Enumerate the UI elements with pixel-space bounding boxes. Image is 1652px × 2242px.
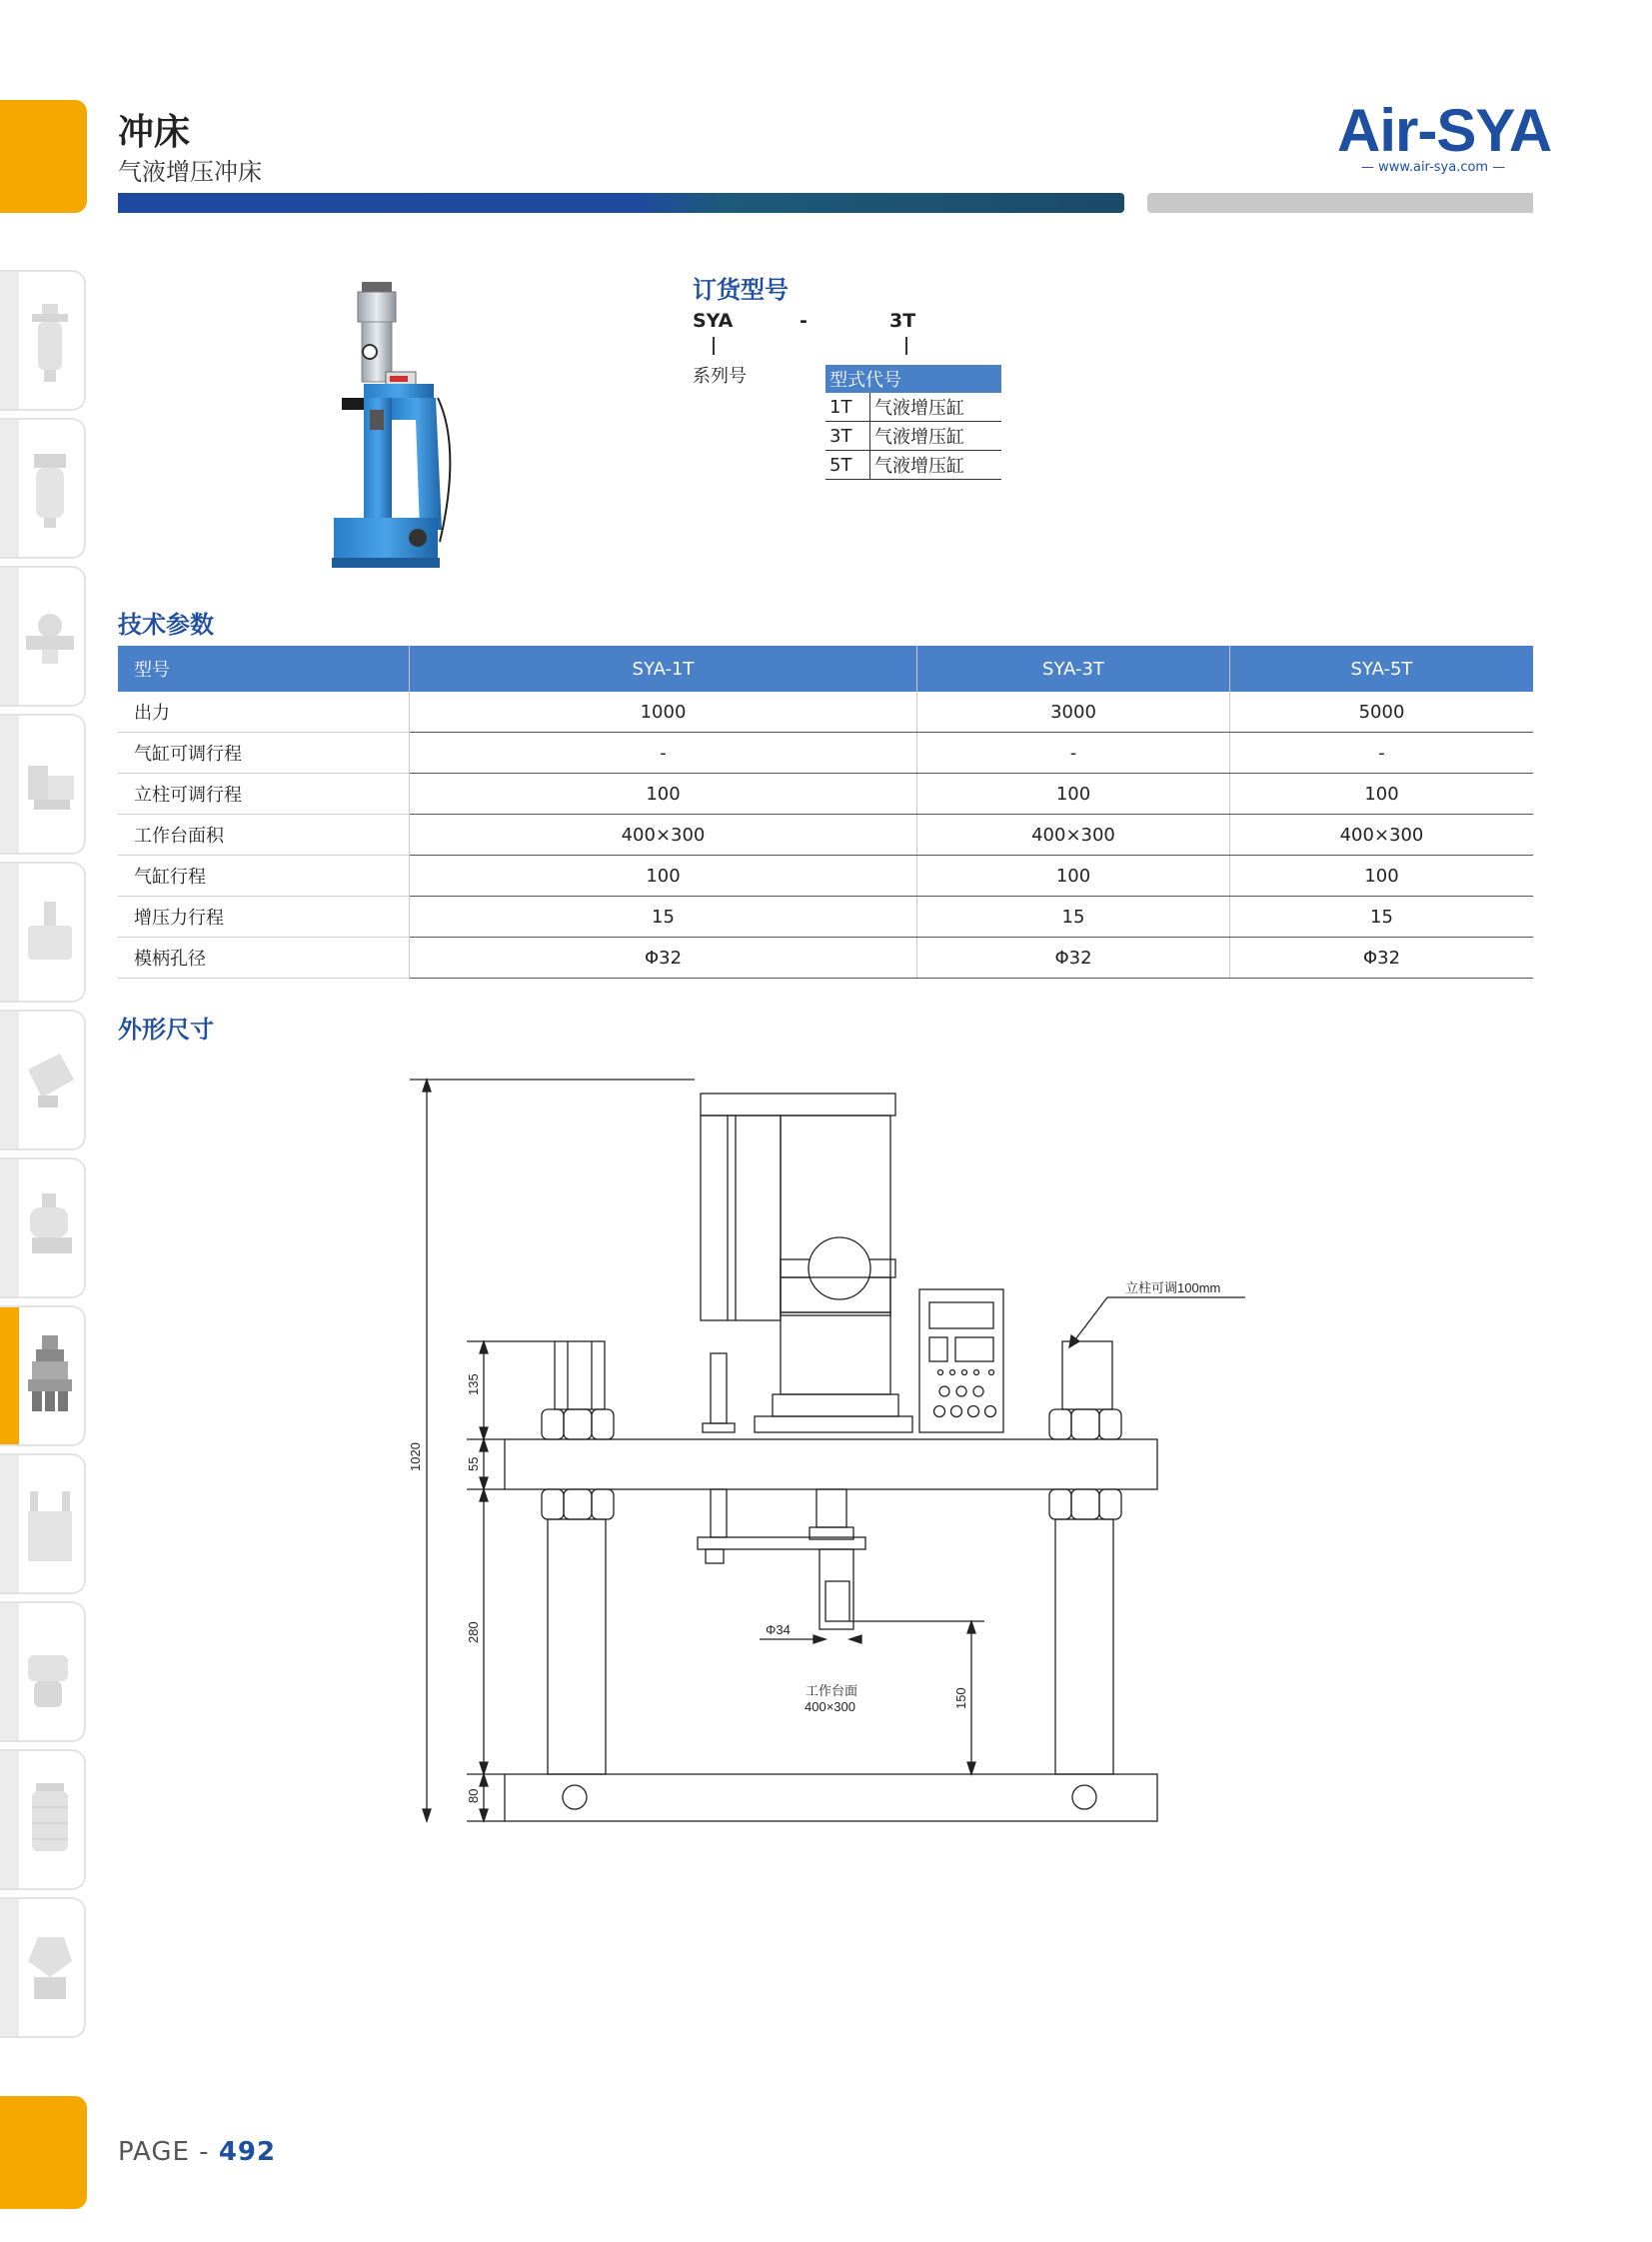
spec-row [118, 897, 1533, 938]
dim-1020: 1020 [408, 1442, 423, 1471]
fitting-icon [24, 1631, 76, 1721]
side-tab-bottom [0, 2096, 87, 2209]
spec-row-label: 模柄孔径 [118, 938, 410, 979]
actuator-icon [24, 892, 76, 982]
header-bar-gray [1147, 193, 1533, 213]
spec-cell: - [410, 733, 917, 774]
order-code-table [826, 365, 1001, 480]
order-code-row [826, 393, 1001, 422]
order-code-cell: 气液增压缸 [870, 422, 1002, 451]
side-tab-press[interactable] [0, 1305, 86, 1446]
spec-row-label: 气缸可调行程 [118, 733, 410, 774]
header-bar-blue [118, 193, 1124, 213]
dimension-drawing [400, 1060, 1279, 1839]
spec-cell: - [1230, 733, 1534, 774]
dim-phi-label: Φ34 [766, 1622, 791, 1637]
spec-cell: 100 [1230, 774, 1534, 815]
press-icon [24, 1335, 76, 1425]
adjust-note: 立柱可调100mm [1125, 1280, 1221, 1295]
spec-row-label: 立柱可调行程 [118, 774, 410, 815]
side-tab-filter[interactable] [0, 270, 86, 411]
side-tab-silencer[interactable] [0, 1749, 86, 1890]
order-code-series-label: 系列号 [693, 366, 747, 387]
side-tab-pump[interactable] [0, 1157, 86, 1298]
spec-cell: 400×300 [917, 815, 1230, 856]
solenoid-icon [24, 1040, 76, 1129]
spec-row [118, 856, 1533, 897]
model-connector [905, 337, 907, 355]
spec-row [118, 815, 1533, 856]
side-tab-valve[interactable] [0, 714, 86, 855]
brand-logo: Air-SYA [1337, 97, 1552, 164]
spec-cell: 15 [1230, 897, 1534, 938]
spec-row [118, 774, 1533, 815]
spec-cell: - [917, 733, 1230, 774]
page-title: 冲床 [118, 112, 191, 153]
valve-icon [24, 744, 76, 834]
spec-header-cell: SYA-1T [410, 646, 917, 692]
order-code-cell: 1T [826, 393, 870, 422]
pump-icon [24, 1187, 76, 1277]
product-image [318, 280, 470, 572]
series-connector [713, 337, 715, 355]
spec-cell: Φ32 [1230, 938, 1534, 979]
spec-cell: 100 [410, 856, 917, 897]
dimensions-title: 外形尺寸 [118, 1016, 214, 1044]
side-tab-fitting[interactable] [0, 1601, 86, 1742]
spec-row-label: 工作台面积 [118, 815, 410, 856]
spec-row-label: 出力 [118, 692, 410, 733]
spec-table [118, 646, 1533, 979]
silencer-icon [24, 1779, 76, 1869]
sensor-icon [24, 1927, 76, 2017]
order-code-row [826, 422, 1001, 451]
dim-280: 280 [466, 1621, 481, 1643]
page-subtitle: 气液增压冲床 [118, 158, 262, 186]
order-code-series: SYA [693, 310, 734, 332]
spec-row [118, 938, 1533, 979]
spec-header-cell: SYA-3T [917, 646, 1230, 692]
order-code-title: 订货型号 [693, 276, 789, 304]
spec-row [118, 733, 1533, 774]
spec-cell: 15 [917, 897, 1230, 938]
spec-row-label: 增压力行程 [118, 897, 410, 938]
spec-header-cell: SYA-5T [1230, 646, 1534, 692]
spec-cell: 3000 [917, 692, 1230, 733]
spec-cell: 100 [410, 774, 917, 815]
side-tab-solenoid[interactable] [0, 1010, 86, 1150]
side-tab-lubricator[interactable] [0, 418, 86, 559]
spec-cell: 15 [410, 897, 917, 938]
spec-cell: 100 [917, 774, 1230, 815]
side-tab-sensor[interactable] [0, 1897, 86, 2038]
order-code-row [826, 451, 1001, 480]
brand-url[interactable]: — www.air-sya.com — [1361, 160, 1506, 175]
dim-55: 55 [466, 1456, 481, 1471]
table-size: 400×300 [805, 1699, 855, 1714]
specs-title: 技术参数 [118, 611, 214, 639]
gripper-icon [24, 1483, 76, 1573]
order-code-dash: - [800, 310, 808, 332]
spec-cell: 1000 [410, 692, 917, 733]
spec-row [118, 692, 1533, 733]
order-code-cell: 5T [826, 451, 870, 480]
dim-150: 150 [953, 1687, 968, 1709]
filter-icon [24, 300, 76, 390]
order-code-cell: 气液增压缸 [870, 393, 1002, 422]
spec-header-row [118, 646, 1533, 692]
table-label: 工作台面 [806, 1683, 858, 1698]
order-code-table-header: 型式代号 [826, 365, 1001, 393]
side-tab-top [0, 100, 87, 213]
order-code-cell: 3T [826, 422, 870, 451]
side-tab-actuator[interactable] [0, 862, 86, 1003]
dim-80: 80 [466, 1788, 481, 1803]
spec-header-cell: 型号 [118, 646, 410, 692]
lubricator-icon [24, 448, 76, 538]
dim-135: 135 [466, 1373, 481, 1395]
spec-cell: 100 [917, 856, 1230, 897]
spec-cell: 5000 [1230, 692, 1534, 733]
spec-cell: Φ32 [410, 938, 917, 979]
spec-cell: 400×300 [410, 815, 917, 856]
side-tab-regulator[interactable] [0, 566, 86, 707]
spec-cell: 100 [1230, 856, 1534, 897]
spec-row-label: 气缸行程 [118, 856, 410, 897]
spec-cell: Φ32 [917, 938, 1230, 979]
order-code-cell: 气液增压缸 [870, 451, 1002, 480]
page-number: PAGE - 492 [118, 2137, 277, 2167]
regulator-icon [24, 596, 76, 686]
spec-cell: 400×300 [1230, 815, 1534, 856]
order-code-model: 3T [889, 310, 916, 332]
side-tab-gripper[interactable] [0, 1453, 86, 1594]
